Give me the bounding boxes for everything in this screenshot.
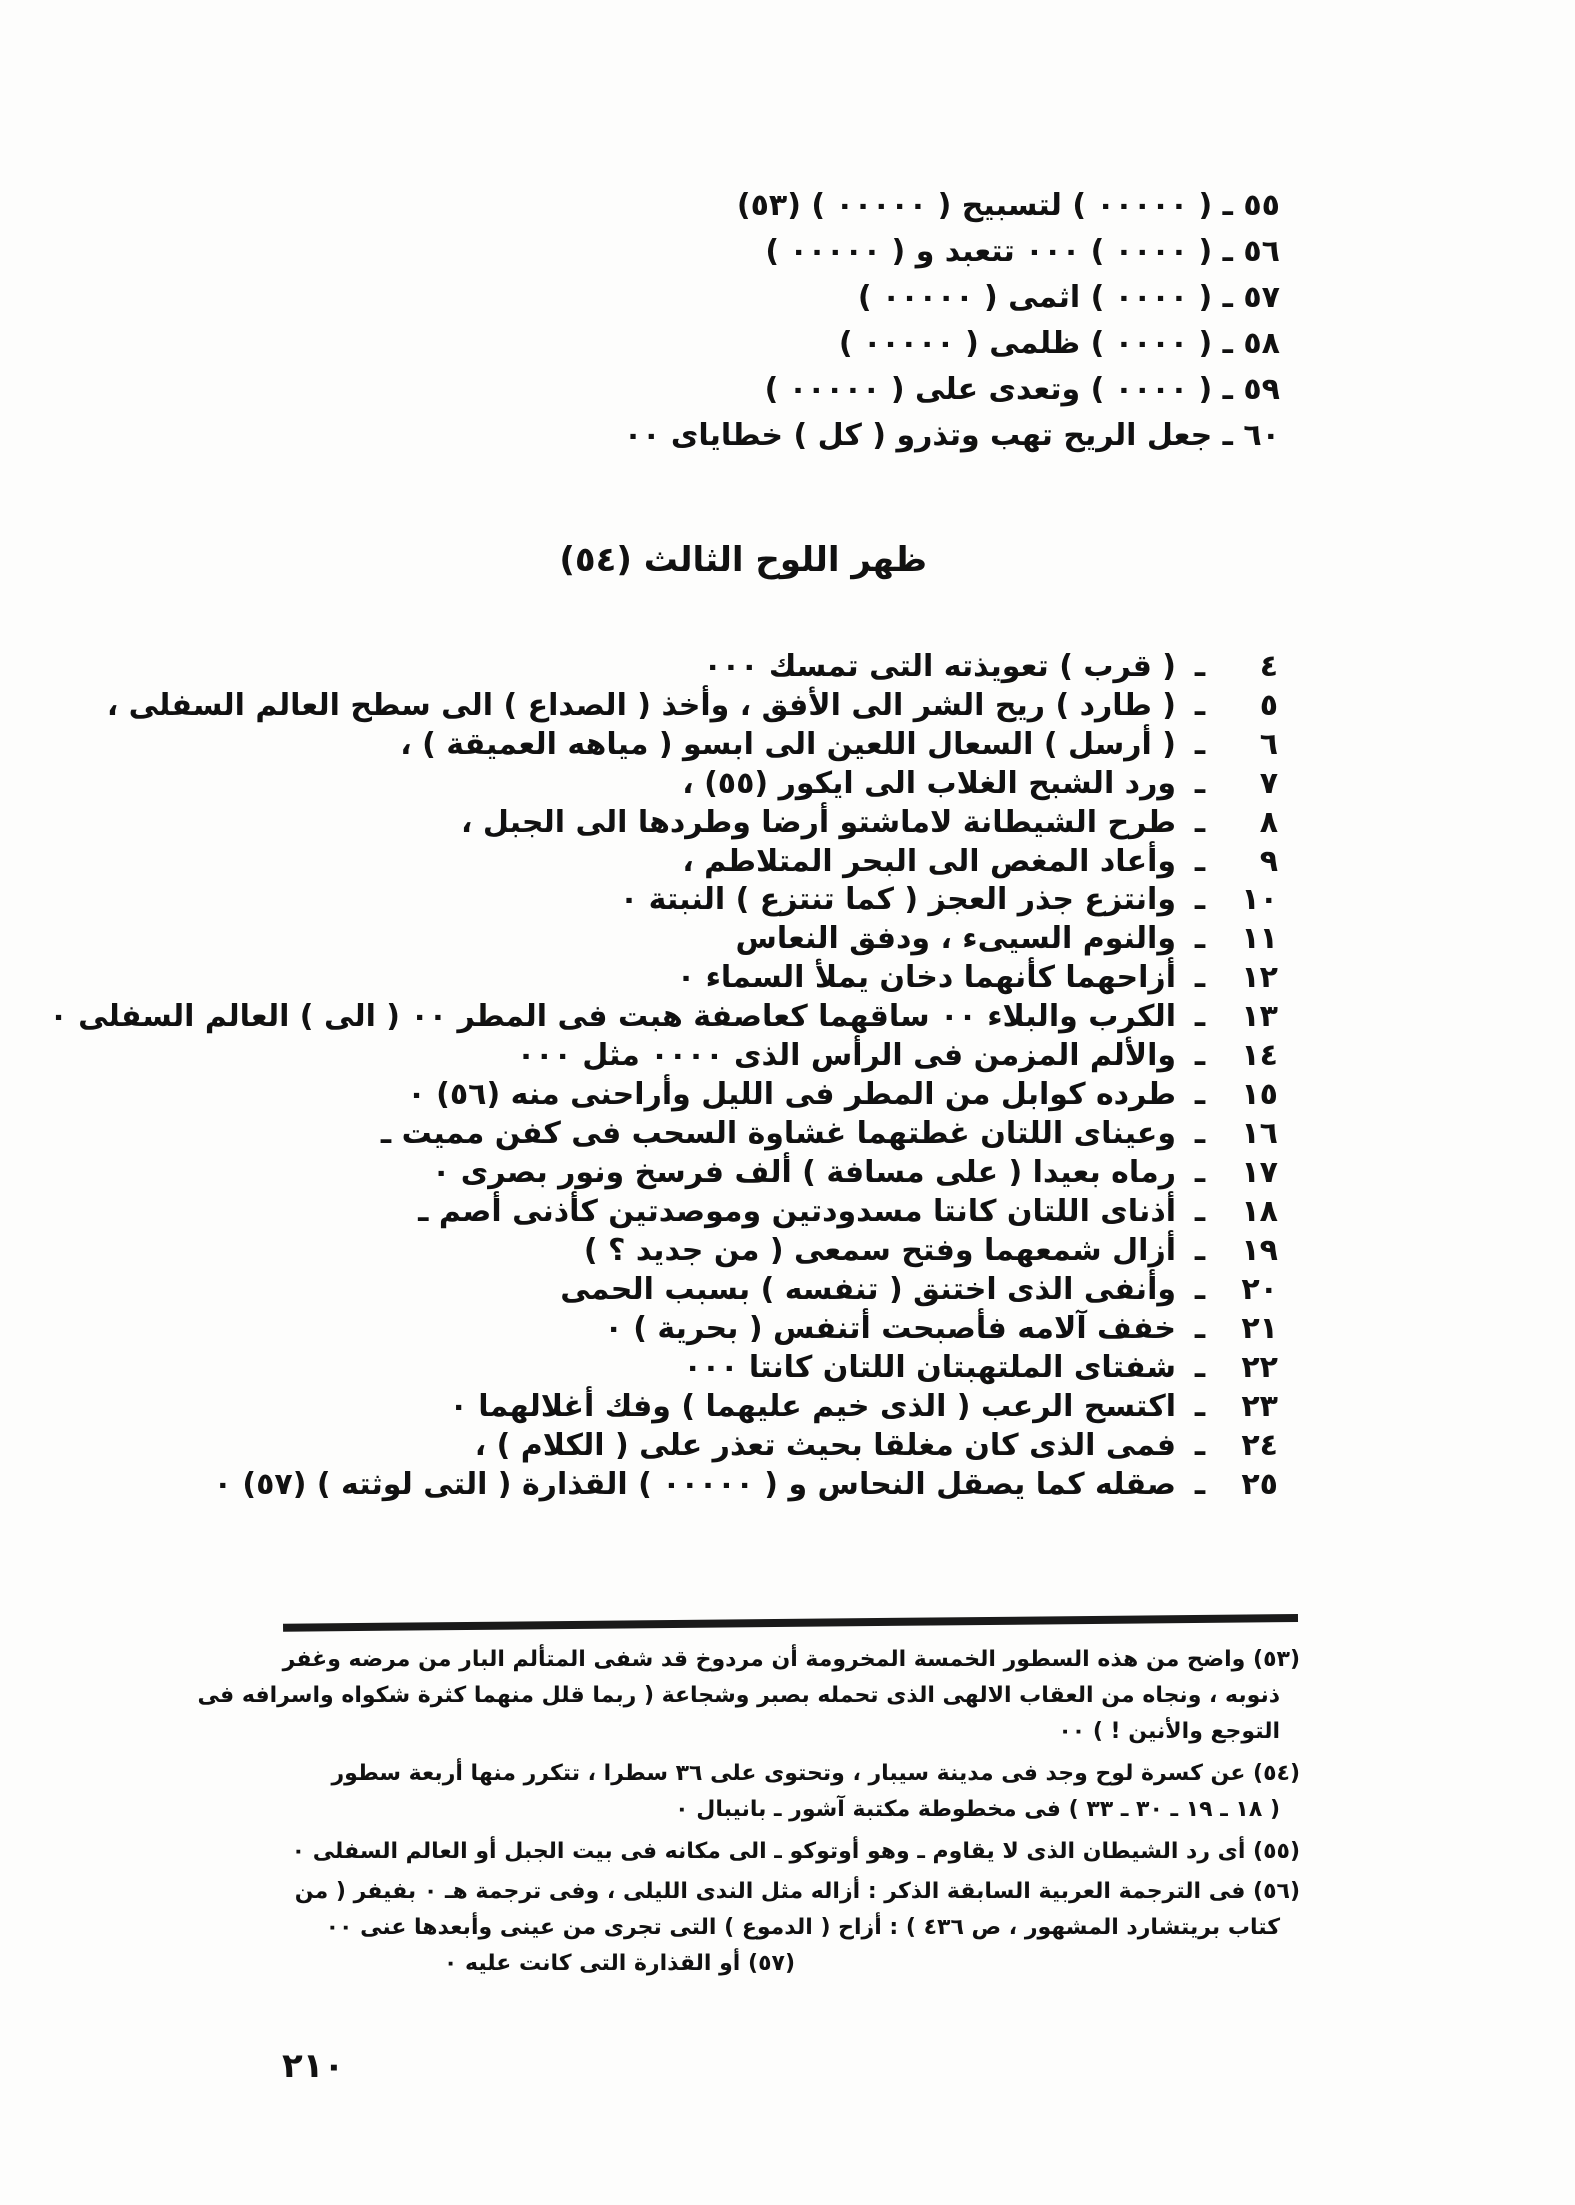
footnote-53-line-1: (٥٣) واضح من هذه السطور الخمسة المخرومة أن مردوخ قد شفى المتألم البار من مرضه وغفر [282,1647,1300,1672]
verse-line-59: ٥٩ ـ ( ٠٠٠٠ ) وتعدى على ( ٠٠٠٠٠ ) [764,372,1280,407]
verse-line: ٦ـ( أرسل ) السعال اللعين الى ابسو ( مياهه العميقة ) ، [400,727,1278,762]
verse-line: ٢١ـخفف آلامه فأصبحت أتنفس ( بحرية ) ٠ [604,1311,1278,1346]
verse-line: ١٥ـطرده كوابل من المطر فى الليل وأراحنى منه (٥٦) ٠ [407,1077,1278,1112]
verse-line: ١١ـوالنوم السيىء ، ودفق النعاس [735,921,1278,956]
verse-line-58: ٥٨ ـ ( ٠٠٠٠ ) ظلمى ( ٠٠٠٠٠ ) [838,326,1280,361]
verse-line: ٨ـطرح الشيطانة لاماشتو أرضا وطردها الى الجبل ، [461,805,1278,840]
verse-line: ٢٢ـشفتاى الملتهبتان اللتان كانتا ٠٠٠ [683,1350,1278,1385]
verse-line: ١٦ـوعيناى اللتان غطتهما غشاوة السحب فى كفن مميت ـ [380,1116,1278,1151]
footnote-53-line-3: التوجع والأنين ! ) ٠٠ [1058,1719,1280,1744]
verse-line: ١٢ـأزاحهما كأنهما دخان يملأ السماء ٠ [676,960,1278,995]
verse-line: ٧ـورد الشبح الغلاب الى ايكور (٥٥) ، [682,766,1278,801]
verse-line: ١٤ـوالألم المزمن فى الرأس الذى ٠٠٠٠ مثل ٠٠٠ [516,1038,1278,1073]
footnote-57: (٥٧) أو القذارة التى كانت عليه ٠ [443,1951,795,1976]
page-number: ٢١٠ [282,2046,345,2086]
section-heading: ظهر اللوح الثالث (٥٤) [559,540,927,580]
footnote-54-line-1: (٥٤) عن كسرة لوح وجد فى مدينة سيبار ، وتحتوى على ٣٦ سطرا ، تتكرر منها أربعة سطور [331,1761,1300,1786]
footnote-56-line-2: كتاب بريتشارد المشهور ، ص ٤٣٦ ) : أزاح ( الدموع ) التى تجرى من عينى وأبعدها عنى ٠٠ [325,1915,1280,1940]
verse-line: ٥ـ( طارد ) ريح الشر الى الأفق ، وأخذ ( الصداع ) الى سطح العالم السفلى ، [106,688,1278,723]
verse-line: ١٠ـوانتزع جذر العجز ( كما تنتزع ) النبتة ٠ [619,882,1278,917]
verse-line-55: ٥٥ ـ ( ٠٠٠٠٠ ) لتسبيح ( ٠٠٠٠٠ ) (٥٣) [736,188,1280,223]
verse-line: ٩ـوأعاد المغص الى البحر المتلاطم ، [682,844,1278,879]
verse-line-57: ٥٧ ـ ( ٠٠٠٠ ) اثمى ( ٠٠٠٠٠ ) [857,280,1280,315]
verse-line-60: ٦٠ ـ جعل الريح تهب وتذرو ( كل ) خطاياى ٠٠ [623,418,1280,453]
verse-line: ٢٠ـوأنفى الذى اختنق ( تنفسه ) بسبب الحمى [560,1272,1278,1307]
footnote-54-line-2: ( ١٨ ـ ١٩ ـ ٣٠ ـ ٣٣ ) فى مخطوطة مكتبة آشور ـ بانيبال ٠ [675,1797,1280,1822]
verse-line: ١٣ـالكرب والبلاء ٠٠ ساقهما كعاصفة هبت فى المطر ٠٠ ( الى ) العالم السفلى ٠ [49,999,1278,1034]
verse-line: ٢٤ـفمى الذى كان مغلقا بحيث تعذر على ( الكلام ) ، [474,1428,1278,1463]
verse-line: ١٧ـرماه بعيدا ( على مسافة ) ألف فرسخ ونور بصرى ٠ [431,1155,1278,1190]
verse-line-56: ٥٦ ـ ( ٠٠٠٠ ) ٠٠٠ تتعبد و ( ٠٠٠٠٠ ) [765,234,1280,269]
footnote-55: (٥٥) أى رد الشيطان الذى لا يقاوم ـ وهو أوتوكو ـ الى مكانه فى بيت الجبل أو العالم السفلى ٠ [291,1839,1300,1864]
footnote-53-line-2: ذنوبه ، ونجاه من العقاب الالهى الذى تحمله بصبر وشجاعة ( ربما قلل منهما كثرة شكواه واسرافه فى [197,1683,1280,1708]
footnote-divider [283,1614,1298,1632]
verse-line: ٢٥ـصقله كما يصقل النحاس و ( ٠٠٠٠٠ ) القذارة ( التى لوثته ) (٥٧) ٠ [213,1467,1278,1502]
verse-line: ١٨ـأذناى اللتان كانتا مسدودتين وموصدتين كأذنى أصم ـ [418,1194,1278,1229]
verse-line: ٤ـ( قرب ) تعويذته التى تمسك ٠٠٠ [703,649,1278,684]
footnote-56-line-1: (٥٦) فى الترجمة العربية السابقة الذكر : أزاله مثل الندى الليلى ، وفى ترجمة هـ ٠ بفيفر ( من [294,1879,1300,1904]
verse-line: ١٩ـأزال شمعهما وفتح سمعى ( من جديد ؟ ) [583,1233,1278,1268]
verse-line: ٢٣ـاكتسح الرعب ( الذى خيم عليهما ) وفك أغلالهما ٠ [449,1389,1278,1424]
